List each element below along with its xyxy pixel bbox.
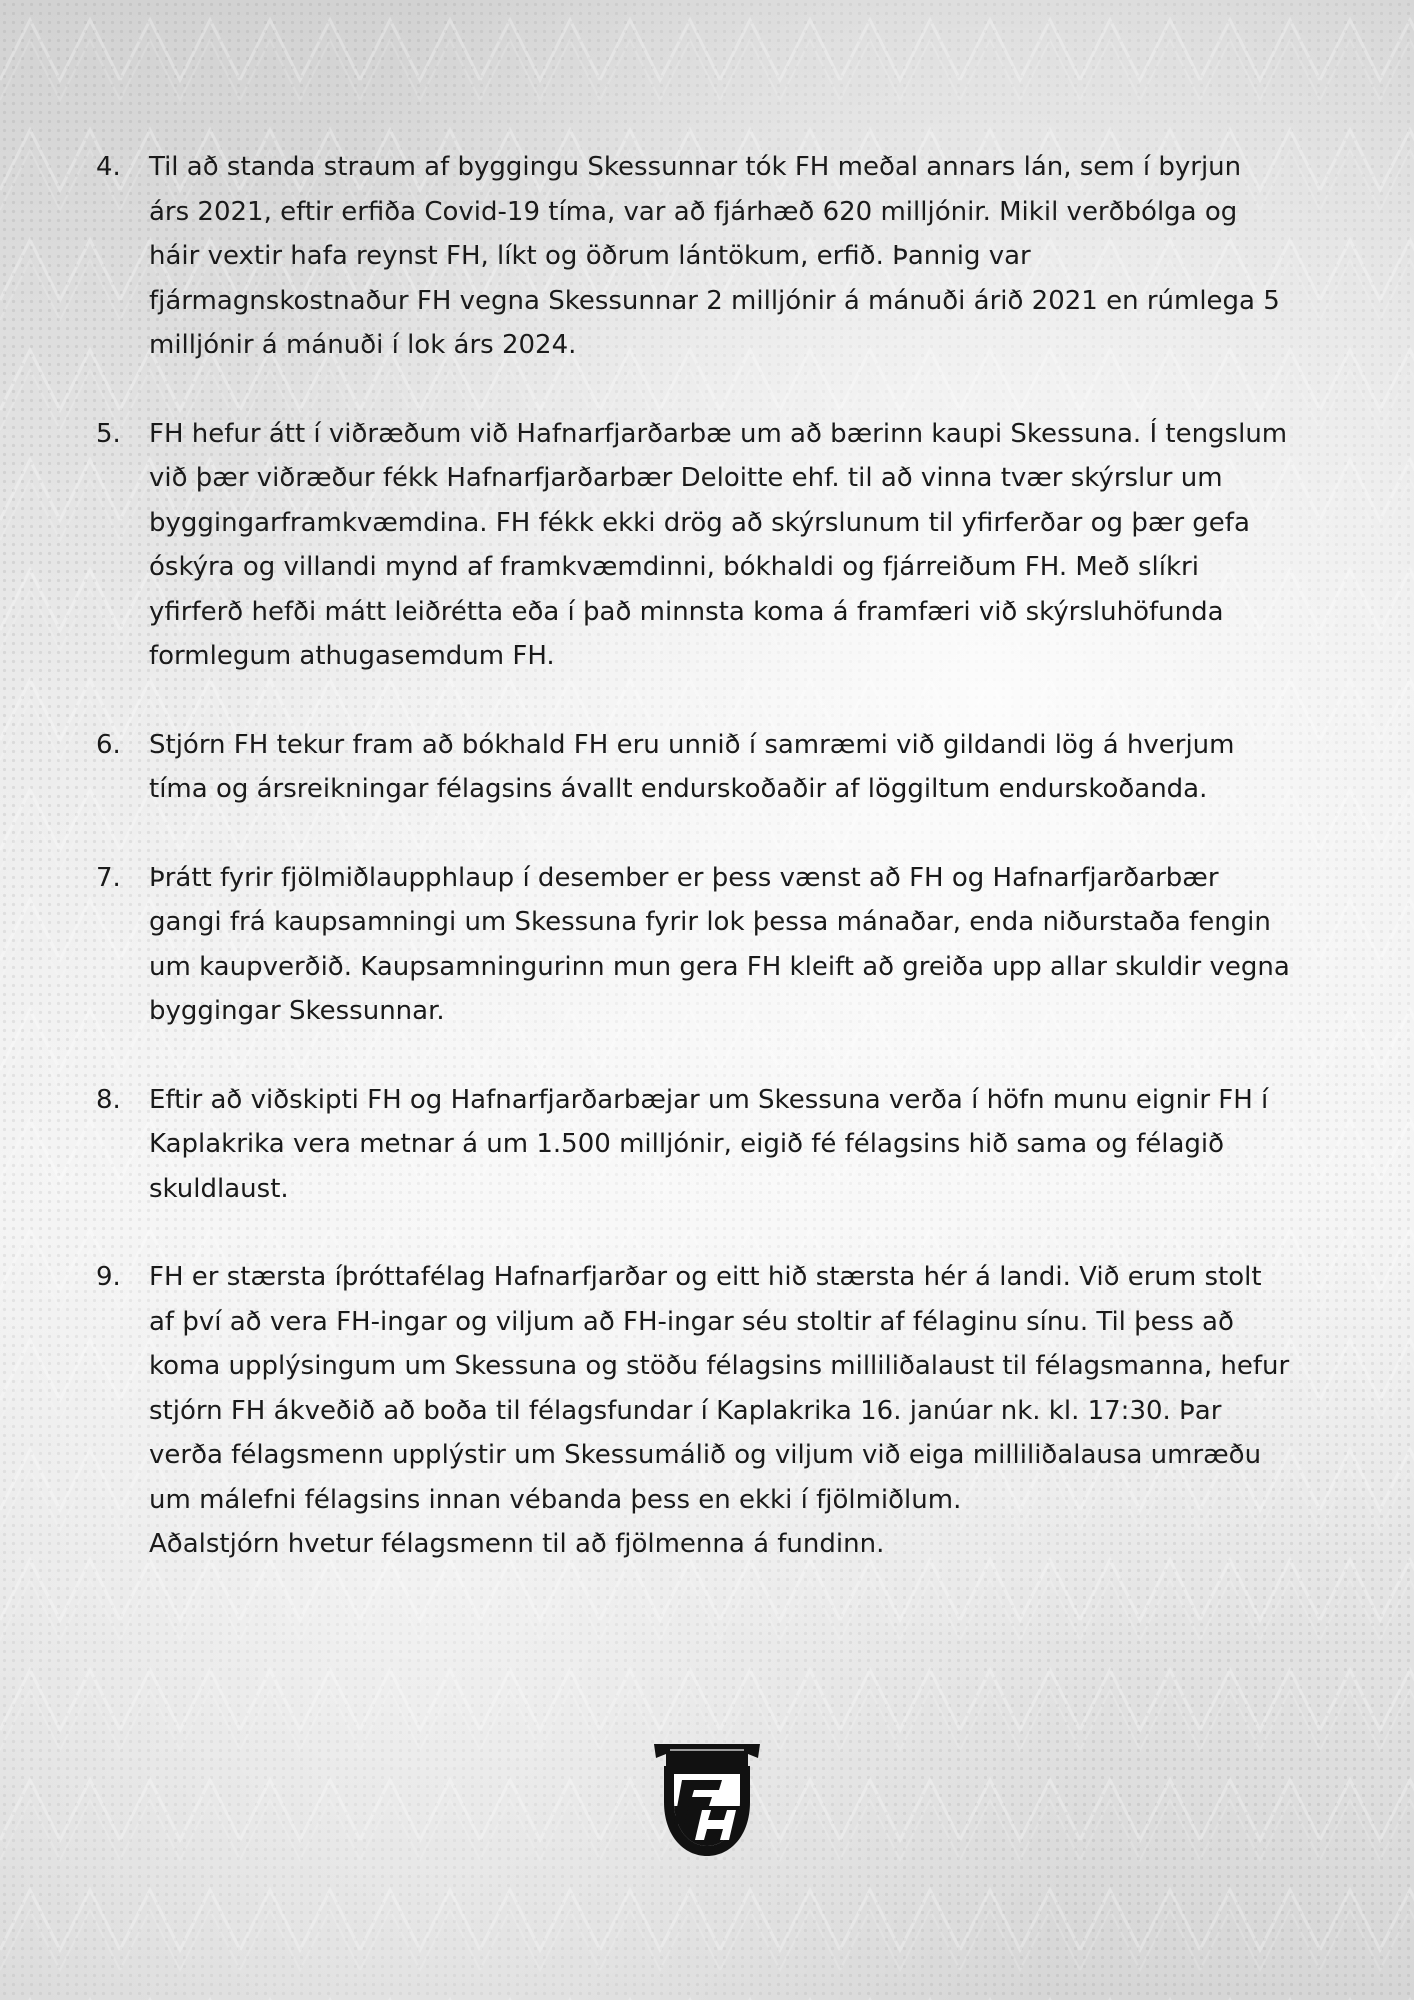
paragraph-line: FH er stærsta íþróttafélag Hafnarfjarðar og eitt hið stærsta hér á landi. Við erum stolt <box>149 1262 1262 1292</box>
paragraph-line: yfirferð hefði mátt leiðrétta eða í það minnsta koma á framfæri við skýrsluhöfunda <box>149 596 1224 627</box>
paragraph-line: um málefni félagsins innan vébanda þess en ekki í fjölmiðlum. <box>149 1484 962 1515</box>
paragraph-line: byggingar Skessunnar. <box>149 996 445 1026</box>
paragraph-line: af því að vera FH-ingar og viljum að FH-ingar séu stoltir af félaginu sínu. Til þess að <box>149 1306 1234 1337</box>
list-item <box>96 856 1296 1034</box>
paragraph-line: gangi frá kaupsamningi um Skessuna fyrir lok þessa mánaðar, enda niðurstaða fengin <box>149 907 1271 937</box>
paragraph-line: við þær viðræður fékk Hafnarfjarðarbær Deloitte ehf. til að vinna tvær skýrslur um <box>149 463 1223 493</box>
item-paragraph <box>149 1078 1296 1212</box>
item-number: 4. <box>96 152 121 182</box>
paragraph-line: stjórn FH ákveðið að boða til félagsfundar í Kaplakrika 16. janúar nk. kl. 17:30. Þar <box>149 1395 1222 1426</box>
paragraph-line: Eftir að viðskipti FH og Hafnarfjarðarbæjar um Skessuna verða í höfn munu eignir FH í <box>149 1084 1269 1115</box>
item-number: 5. <box>96 418 121 449</box>
paragraph-line: tíma og ársreikningar félagsins ávallt endurskoðaðir af löggiltum endurskoðanda. <box>149 774 1208 804</box>
fh-crest-logo <box>652 1744 762 1859</box>
item-paragraph <box>149 856 1296 1034</box>
list-item <box>96 145 1296 368</box>
paragraph-line: Aðalstjórn hvetur félagsmenn til að fjölmenna á fundinn. <box>149 1529 885 1559</box>
paragraph-line: fjármagnskostnaður FH vegna Skessunnar 2 milljónir á mánuði árið 2021 en rúmlega 5 <box>149 285 1280 316</box>
numbered-list <box>96 145 1296 1611</box>
paragraph-line: árs 2021, eftir erfiða Covid-19 tíma, var að fjárhæð 620 milljónir. Mikil verðbólga og <box>149 196 1238 227</box>
list-item <box>96 1078 1296 1212</box>
list-item <box>96 723 1296 812</box>
paragraph-line: háir vextir hafa reynst FH, líkt og öðrum lántökum, erfið. Þannig var <box>149 241 1031 271</box>
item-number: 7. <box>96 862 121 893</box>
item-paragraph <box>149 412 1296 679</box>
item-number: 9. <box>96 1262 121 1292</box>
paragraph-line: byggingarframkvæmdina. FH fékk ekki drög að skýrslunum til yfirferðar og þær gefa <box>149 507 1250 538</box>
paragraph-line: koma upplýsingum um Skessuna og stöðu félagsins milliliðalaust til félagsmanna, hefur <box>149 1351 1290 1381</box>
paragraph-line: milljónir á mánuði í lok árs 2024. <box>149 330 577 360</box>
paragraph-line: FH hefur átt í viðræðum við Hafnarfjarðarbæ um að bærinn kaupi Skessuna. Í tengslum <box>149 418 1288 449</box>
item-number: 8. <box>96 1084 121 1115</box>
paragraph-line: um kaupverðið. Kaupsamningurinn mun gera FH kleift að greiða upp allar skuldir vegna <box>149 951 1290 982</box>
paragraph-line: skuldlaust. <box>149 1173 289 1204</box>
paragraph-line: óskýra og villandi mynd af framkvæmdinni, bókhaldi og fjárreiðum FH. Með slíkri <box>149 552 1199 582</box>
item-number: 6. <box>96 729 121 760</box>
item-paragraph <box>149 145 1296 368</box>
paragraph-line: Stjórn FH tekur fram að bókhald FH eru unnið í samræmi við gildandi lög á hverjum <box>149 729 1235 760</box>
crest-crown <box>654 1744 760 1766</box>
paragraph-line: formlegum athugasemdum FH. <box>149 641 555 671</box>
item-paragraph <box>149 723 1296 812</box>
list-item <box>96 412 1296 679</box>
paragraph-line: Kaplakrika vera metnar á um 1.500 milljónir, eigið fé félagsins hið sama og félagið <box>149 1129 1225 1159</box>
item-paragraph <box>149 1255 1296 1567</box>
list-item <box>96 1255 1296 1567</box>
paragraph-line: verða félagsmenn upplýstir um Skessumálið og viljum við eiga milliliðalausa umræðu <box>149 1440 1262 1470</box>
paragraph-line: Þrátt fyrir fjölmiðlaupphlaup í desember er þess vænst að FH og Hafnarfjarðarbær <box>149 862 1219 893</box>
paragraph-line: Til að standa straum af byggingu Skessunnar tók FH meðal annars lán, sem í byrjun <box>149 152 1242 182</box>
